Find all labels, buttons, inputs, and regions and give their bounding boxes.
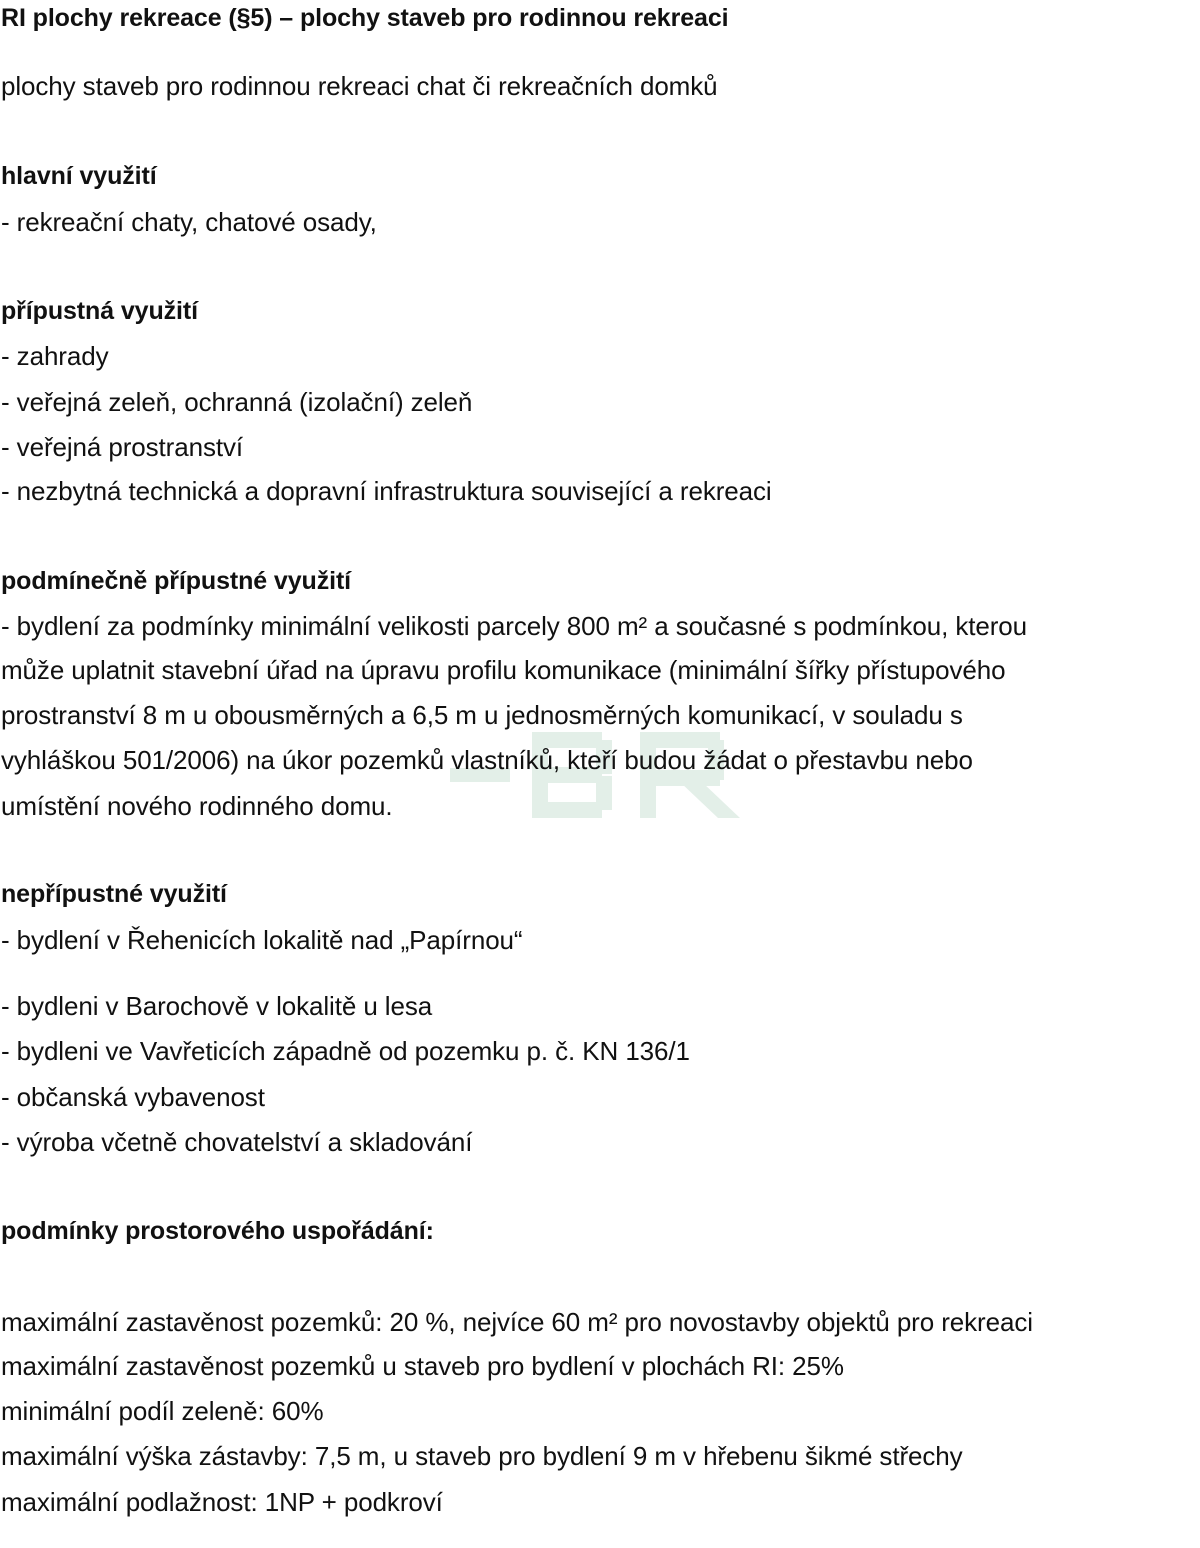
document-title: RI plochy rekreace (§5) – plochy staveb pro rodinnou rekreaci: [1, 4, 729, 32]
heading-permitted-use: přípustná využití: [1, 297, 198, 325]
paragraph-line: může uplatnit stavební úřad na úpravu profilu komunikace (minimální šířky přístupového: [1, 655, 1006, 685]
list-item: - bydleni ve Vavřeticích západně od pozemku p. č. KN 136/1: [1, 1036, 690, 1066]
heading-forbidden-use: nepřípustné využití: [1, 880, 227, 908]
list-item: - zahrady: [1, 341, 109, 371]
list-item: - veřejná zeleň, ochranná (izolační) zeleň: [1, 387, 473, 417]
paragraph-line: prostranství 8 m u obousměrných a 6,5 m u jednosměrných komunikací, v souladu s: [1, 700, 963, 730]
paragraph-line: maximální zastavěnost pozemků u staveb pro bydlení v plochách RI: 25%: [1, 1351, 844, 1381]
list-item: - veřejná prostranství: [1, 432, 244, 462]
paragraph-line: maximální podlažnost: 1NP + podkroví: [1, 1487, 443, 1517]
paragraph-line: maximální zastavěnost pozemků: 20 %, nejvíce 60 m² pro novostavby objektů pro rekreaci: [1, 1307, 1033, 1337]
paragraph-line: maximální výška zástavby: 7,5 m, u staveb pro bydlení 9 m v hřebenu šikmé střechy: [1, 1441, 963, 1471]
paragraph-line: - bydlení za podmínky minimální velikosti parcely 800 m² a současné s podmínkou, kterou: [1, 611, 1028, 641]
paragraph-line: umístění nového rodinného domu.: [1, 791, 393, 821]
list-item: - bydleni v Barochově v lokalitě u lesa: [1, 991, 433, 1021]
heading-main-use: hlavní využití: [1, 162, 157, 190]
paragraph-line: vyhláškou 501/2006) na úkor pozemků vlastníků, kteří budou žádat o přestavbu nebo: [1, 745, 973, 775]
heading-conditional-use: podmínečně přípustné využití: [1, 567, 352, 595]
heading-spatial-conditions: podmínky prostorového uspořádání:: [1, 1217, 434, 1245]
list-item: - bydlení v Řehenicích lokalitě nad „Papírnou“: [1, 925, 523, 955]
list-item: - výroba včetně chovatelství a skladování: [1, 1127, 473, 1157]
list-item: - nezbytná technická a dopravní infrastruktura související a rekreaci: [1, 476, 772, 506]
document-subtitle: plochy staveb pro rodinnou rekreaci chat či rekreačních domků: [1, 71, 718, 101]
paragraph-line: minimální podíl zeleně: 60%: [1, 1396, 324, 1426]
list-item: - občanská vybavenost: [1, 1082, 265, 1112]
list-item: - rekreační chaty, chatové osady,: [1, 207, 377, 237]
